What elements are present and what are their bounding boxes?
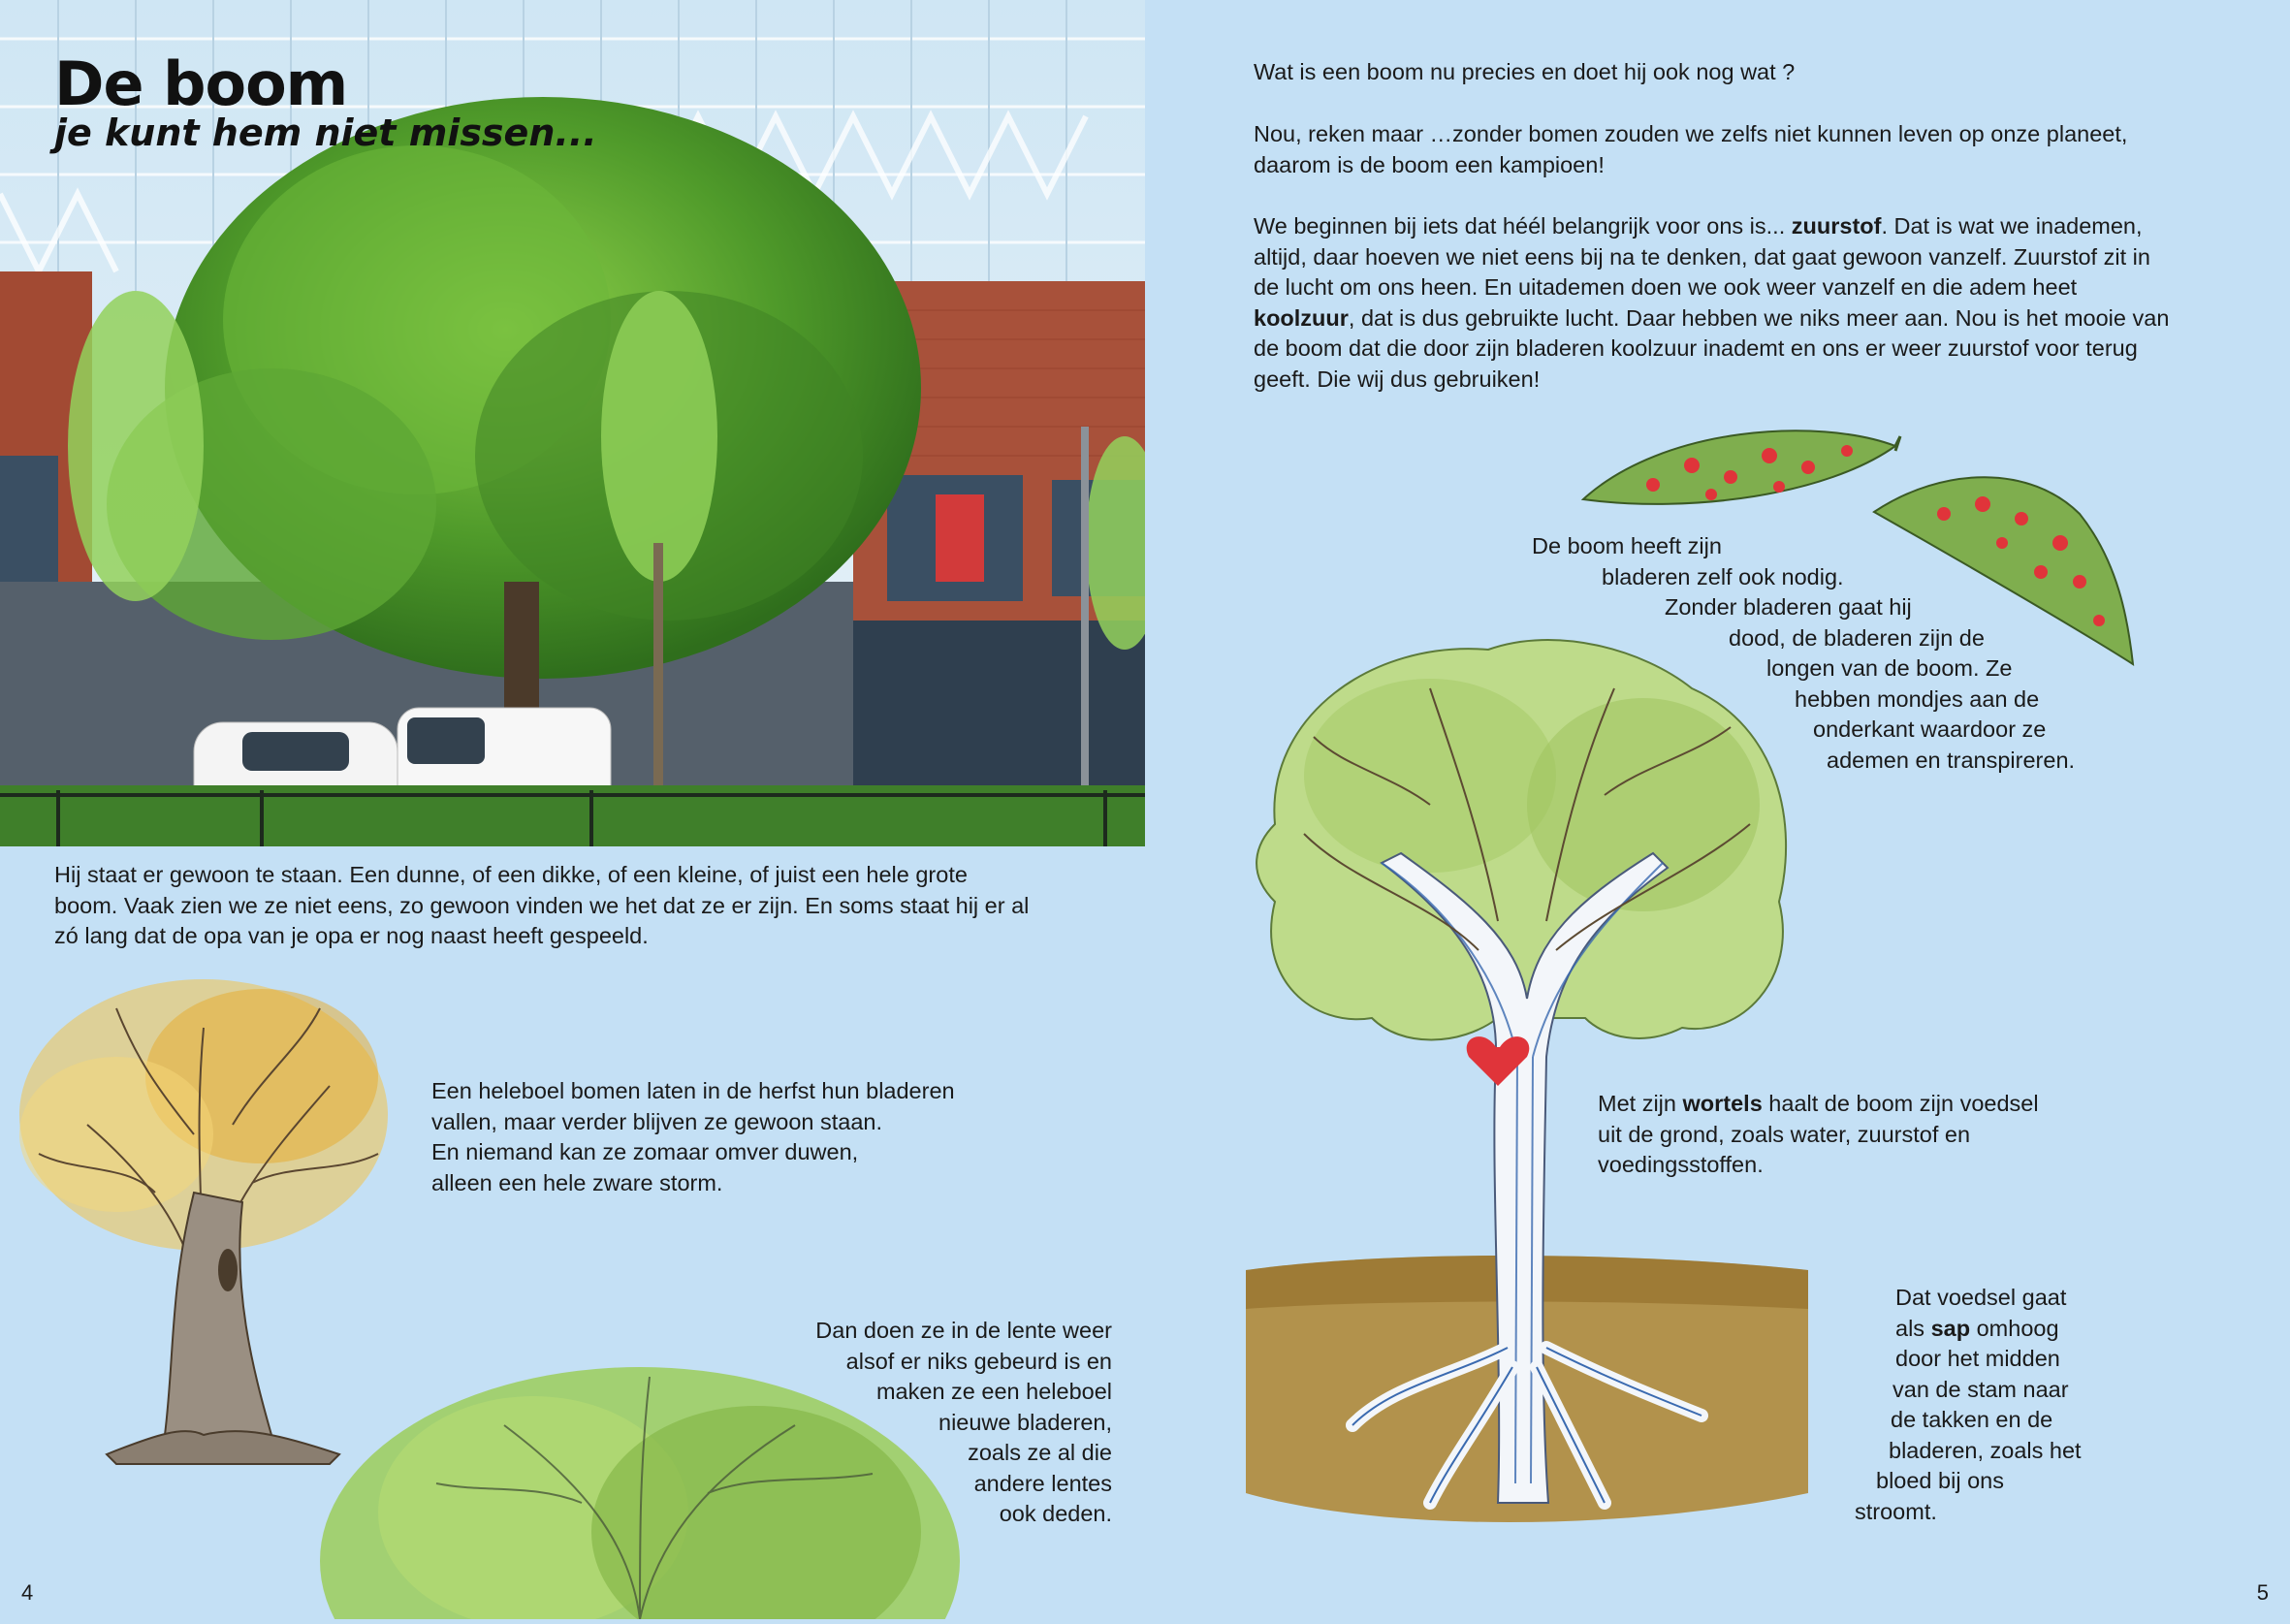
sap-paragraph (1852, 1283, 2082, 1527)
text-line: altijd, daar hoeven we niet eens bij na te denken, dat gaat gewoon vanzelf. Zuurstof zit in (1254, 243, 2150, 270)
text-line: van de stam naar (1892, 1376, 2069, 1402)
text-line: vallen, maar verder blijven ze gewoon staan. (431, 1108, 883, 1134)
text-line: ook deden. (999, 1501, 1112, 1526)
text-line: Nou, reken maar …zonder bomen zouden we zelfs niet kunnen leven op onze planeet, (1254, 121, 2128, 146)
page-subtitle: je kunt hem niet missen... (54, 111, 597, 154)
oxygen-paragraph (1254, 211, 2169, 395)
text-line: zoals ze al die (968, 1440, 1112, 1465)
text-line: onderkant waardoor ze (1813, 716, 2047, 742)
text-line: hebben mondjes aan de (1795, 685, 2040, 712)
text-line: de takken en de (1891, 1407, 2053, 1432)
text-line: maken ze een heleboel (875, 1379, 1112, 1404)
text-line: dood, de bladeren zijn de (1729, 624, 1985, 651)
spring-paragraph (815, 1316, 1112, 1530)
autumn-paragraph (431, 1076, 955, 1198)
text-line: longen van de boom. Ze (1766, 655, 2013, 681)
text-line: bladeren zelf ook nodig. (1602, 563, 1844, 589)
text-line: nieuwe bladeren, (938, 1409, 1112, 1435)
text-line: De boom heeft zijn (1532, 533, 1722, 558)
text-line: ademen en transpireren. (1827, 747, 2076, 773)
text-line: En niemand kan ze zomaar omver duwen, (431, 1139, 859, 1164)
bold-term-zuurstof: zuurstof (1791, 213, 1882, 239)
text-line: Zonder bladeren gaat hij (1665, 594, 1912, 620)
text-line: Een heleboel bomen laten in de herfst hun bladeren (431, 1078, 955, 1103)
text-line: uit de grond, zoals water, zuurstof en (1598, 1121, 1971, 1147)
bold-term-wortels: wortels (1682, 1091, 1763, 1116)
bold-term-sap: sap (1930, 1315, 1971, 1341)
page-title: De boom (54, 48, 348, 119)
question-line: Wat is een boom nu precies en doet hij ook nog wat ? (1254, 59, 1796, 84)
intro-paragraph (54, 860, 1029, 952)
text-line: alleen een hele zware storm. (431, 1169, 723, 1195)
answer-paragraph (1254, 119, 2127, 180)
text-line: Dat voedsel gaat (1895, 1285, 2067, 1310)
text-line: boom. Vaak zien we ze niet eens, zo gewoon vinden we het dat ze er zijn. En soms staat hij er al (54, 892, 1030, 918)
text-line: geeft. Die wij dus gebruiken! (1254, 366, 1541, 392)
text-line: koolzuur, dat is dus gebruikte lucht. Daar hebben we niks meer aan. Nou is het mooie van (1254, 304, 2170, 331)
text-line: voedingsstoffen. (1598, 1152, 1764, 1177)
text-line: We beginnen bij iets dat héél belangrijk voor ons is... zuurstof. Dat is wat we inademen, (1254, 213, 2143, 239)
roots-paragraph (1598, 1089, 2039, 1181)
bold-term-koolzuur: koolzuur (1254, 304, 1349, 331)
text-line: stroomt. (1855, 1498, 1937, 1524)
text-line: de boom dat die door zijn bladeren koolzuur inademt en ons er weer zuurstof voor terug (1254, 335, 2138, 361)
text-line: Dan doen ze in de lente weer (815, 1318, 1112, 1343)
text-line: als sap omhoog (1895, 1315, 2059, 1341)
text-line: bladeren, zoals het (1889, 1437, 2082, 1463)
text-line: door het midden (1895, 1346, 2060, 1371)
text-line: andere lentes (973, 1470, 1112, 1496)
text-line: daarom is de boom een kampioen! (1254, 151, 1605, 177)
text-line: bloed bij ons (1876, 1468, 2004, 1493)
text-line: Met zijn wortels haalt de boom zijn voedsel (1598, 1091, 2039, 1116)
text-line: alsof er niks gebeurd is en (845, 1348, 1112, 1374)
text-line: zó lang dat de opa van je opa er nog naast heeft gespeeld. (54, 923, 649, 948)
text-line: Hij staat er gewoon te staan. Een dunne, of een dikke, of een kleine, of juist een hele grote (54, 862, 968, 887)
page-number-right: 5 (2256, 1580, 2269, 1605)
page-number-left: 4 (21, 1580, 34, 1605)
text-line: de lucht om ons heen. En uitademen doen we ook weer vanzelf en die adem heet (1254, 274, 2078, 300)
